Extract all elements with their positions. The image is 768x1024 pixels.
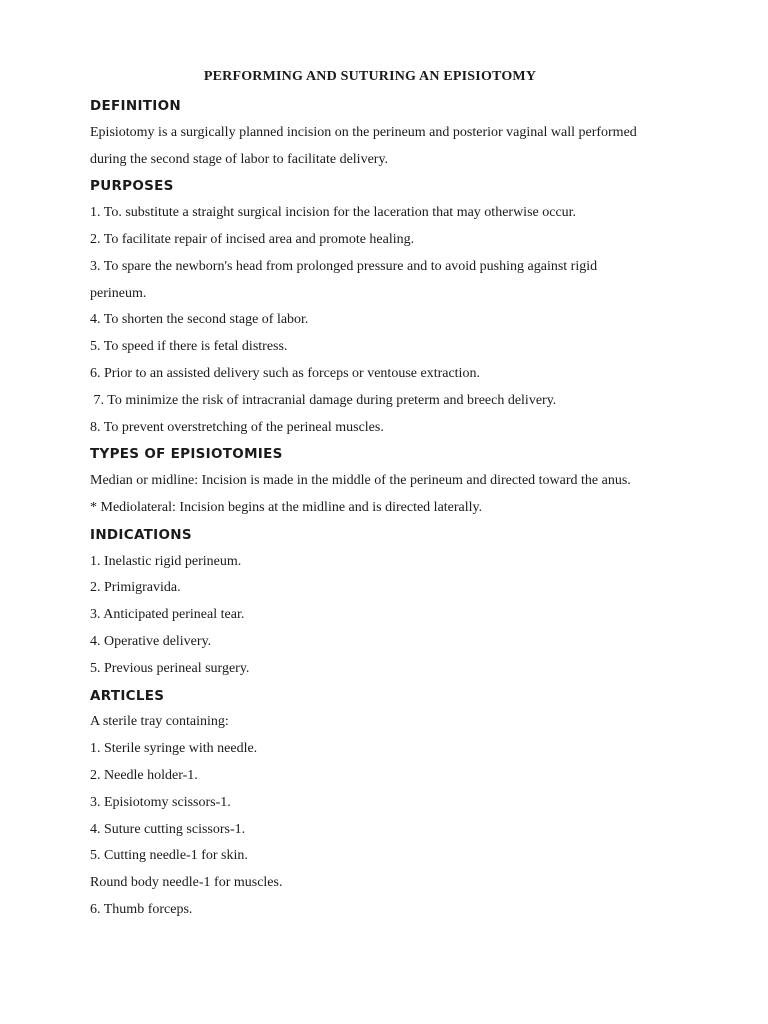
section-heading-indications: INDICATIONS (90, 526, 192, 543)
list-item: 5. Cutting needle-1 for skin. (90, 848, 248, 864)
list-item: * Mediolateral: Incision begins at the midline and is directed laterally. (90, 499, 483, 515)
section-heading-purposes: PURPOSES (90, 178, 174, 195)
list-item: 3. To spare the newborn's head from prolonged pressure and to avoid pushing against rigid (90, 258, 598, 274)
list-item: 3. Anticipated perineal tear. (90, 607, 245, 623)
section-heading-types: TYPES OF EPISIOTOMIES (90, 446, 283, 463)
list-item: 4. Suture cutting scissors-1. (90, 821, 246, 837)
list-item: 2. Needle holder-1. (90, 767, 198, 783)
list-item: 2. Primigravida. (90, 580, 181, 596)
list-item: 5. To speed if there is fetal distress. (90, 339, 288, 355)
document-body (90, 93, 710, 924)
list-item: 3. Episiotomy scissors-1. (90, 794, 231, 810)
list-item: 4. Operative delivery. (90, 633, 212, 649)
list-item: A sterile tray containing: (90, 714, 229, 730)
list-item: 2. To facilitate repair of incised area and promote healing. (90, 231, 415, 247)
paragraph-line: during the second stage of labor to facilitate delivery. (90, 151, 389, 167)
list-item: 8. To prevent overstretching of the perineal muscles. (90, 419, 384, 435)
section-heading-definition: DEFINITION (90, 98, 182, 114)
list-item: 1. Sterile syringe with needle. (90, 741, 258, 757)
section-heading-articles: ARTICLES (90, 687, 165, 704)
document-title: PERFORMING AND SUTURING AN EPISIOTOMY (203, 69, 537, 84)
list-item: 6. Prior to an assisted delivery such as forceps or ventouse extraction. (90, 365, 480, 381)
list-item: 4. To shorten the second stage of labor. (90, 312, 309, 328)
paragraph-line: Episiotomy is a surgically planned incision on the perineum and posterior vaginal wall performed (90, 124, 637, 140)
list-item: 5. Previous perineal surgery. (90, 660, 250, 676)
list-item: Median or midline: Incision is made in the middle of the perineum and directed toward the anus. (90, 473, 631, 489)
list-item: 6. Thumb forceps. (90, 901, 193, 917)
list-item: 1. Inelastic rigid perineum. (90, 553, 242, 569)
list-item: perineum. (90, 285, 147, 301)
list-item: Round body needle-1 for muscles. (90, 875, 283, 891)
list-item: 7. To minimize the risk of intracranial damage during preterm and breech delivery. (90, 392, 557, 408)
list-item: 1. To. substitute a straight surgical incision for the laceration that may otherwise occur. (90, 205, 577, 221)
